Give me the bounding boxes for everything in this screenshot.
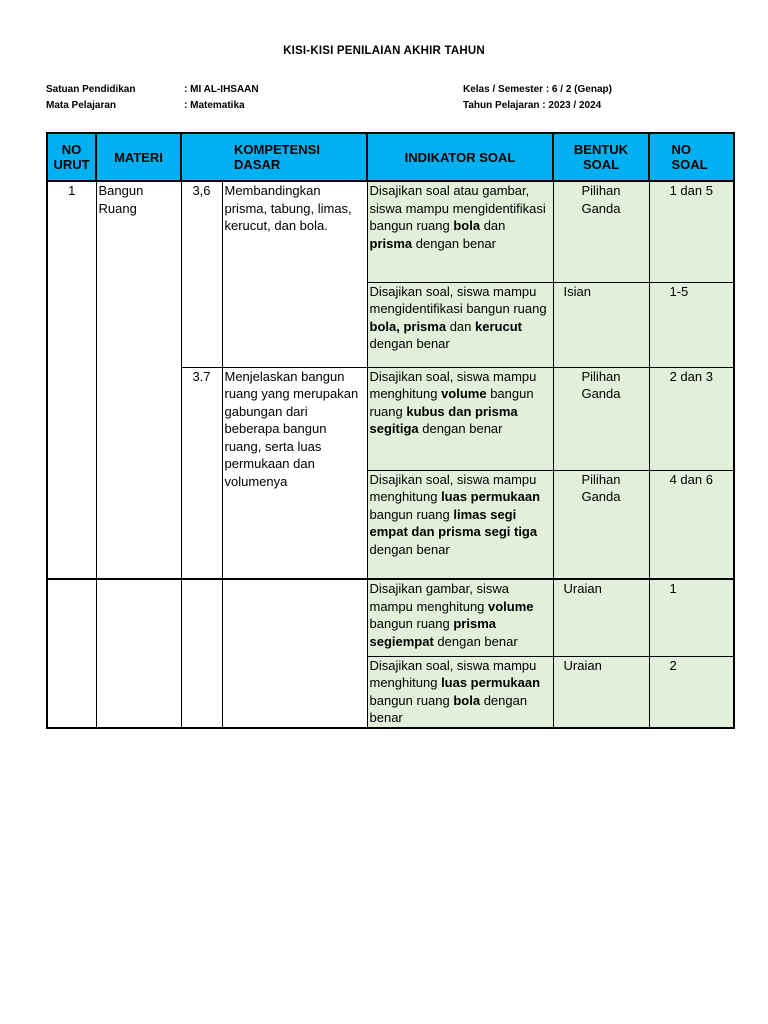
bentuk-cell: Uraian: [553, 579, 649, 656]
header-indikator: INDIKATOR SOAL: [367, 133, 553, 181]
no-soal-cell: 1 dan 5: [649, 181, 734, 282]
mapel-label: Mata Pelajaran: [46, 100, 117, 111]
table-row: [47, 181, 734, 282]
no-soal-cell: 1-5: [649, 282, 734, 367]
document-title: KISI-KISI PENILAIAN AKHIR TAHUN: [283, 45, 485, 57]
no-soal-cell: 2: [649, 656, 734, 728]
kd-code-cell: [181, 579, 222, 728]
table-row: [47, 579, 734, 656]
satuan-value: : MI AL-IHSAAN: [184, 84, 259, 95]
mapel-value: : Matematika: [184, 100, 245, 111]
header-no-urut: NO URUT: [47, 133, 96, 181]
header-row: [47, 133, 734, 181]
indikator-cell: Disajikan soal, siswa mampu menghitung luas permukaan bangun ruang limas segi empat dan prisma segi tiga dengan benar: [367, 470, 553, 579]
kd-code-cell: 3.7: [181, 367, 222, 579]
no-urut-cell: [47, 579, 96, 728]
kd-text-cell: Membandingkan prisma, tabung, limas, kerucut, dan bola.: [222, 181, 367, 367]
kd-code-cell: 3,6: [181, 181, 222, 367]
materi-cell: [96, 579, 181, 728]
bentuk-cell: Pilihan Ganda: [553, 181, 649, 282]
header-materi: MATERI: [96, 133, 181, 181]
indikator-cell: Disajikan soal, siswa mampu menghitung luas permukaan bangun ruang bola dengan benar: [367, 656, 553, 728]
materi-cell: Bangun Ruang: [96, 181, 181, 579]
kd-text-cell: [222, 579, 367, 728]
tahun-pelajaran: Tahun Pelajaran : 2023 / 2024: [463, 100, 602, 111]
no-soal-cell: 2 dan 3: [649, 367, 734, 470]
no-soal-cell: 4 dan 6: [649, 470, 734, 579]
indikator-cell: Disajikan soal atau gambar, siswa mampu mengidentifikasi bangun ruang bola dan prisma dengan benar: [367, 181, 553, 282]
no-urut-cell: 1: [47, 181, 96, 579]
indikator-cell: Disajikan soal, siswa mampu menghitung volume bangun ruang kubus dan prisma segitiga dengan benar: [367, 367, 553, 470]
kelas-semester: Kelas / Semester : 6 / 2 (Genap): [463, 84, 612, 95]
kisi-kisi-table: [46, 132, 735, 729]
header-bentuk: BENTUK SOAL: [553, 133, 649, 181]
indikator-cell: Disajikan gambar, siswa mampu menghitung volume bangun ruang prisma segiempat dengan benar: [367, 579, 553, 656]
no-soal-cell: 1: [649, 579, 734, 656]
indikator-cell: Disajikan soal, siswa mampu mengidentifikasi bangun ruang bola, prisma dan kerucut dengan benar: [367, 282, 553, 367]
satuan-label: Satuan Pendidikan: [46, 84, 136, 95]
bentuk-cell: Pilihan Ganda: [553, 470, 649, 579]
bentuk-cell: Isian: [553, 282, 649, 367]
header-no-soal: NO SOAL: [649, 133, 734, 181]
kd-text-cell: Menjelaskan bangun ruang yang merupakan gabungan dari beberapa bangun ruang, serta luas permukaan dan volumenya: [222, 367, 367, 579]
bentuk-cell: Uraian: [553, 656, 649, 728]
header-kompetensi: KOMPETENSI DASAR: [181, 133, 367, 181]
bentuk-cell: Pilihan Ganda: [553, 367, 649, 470]
